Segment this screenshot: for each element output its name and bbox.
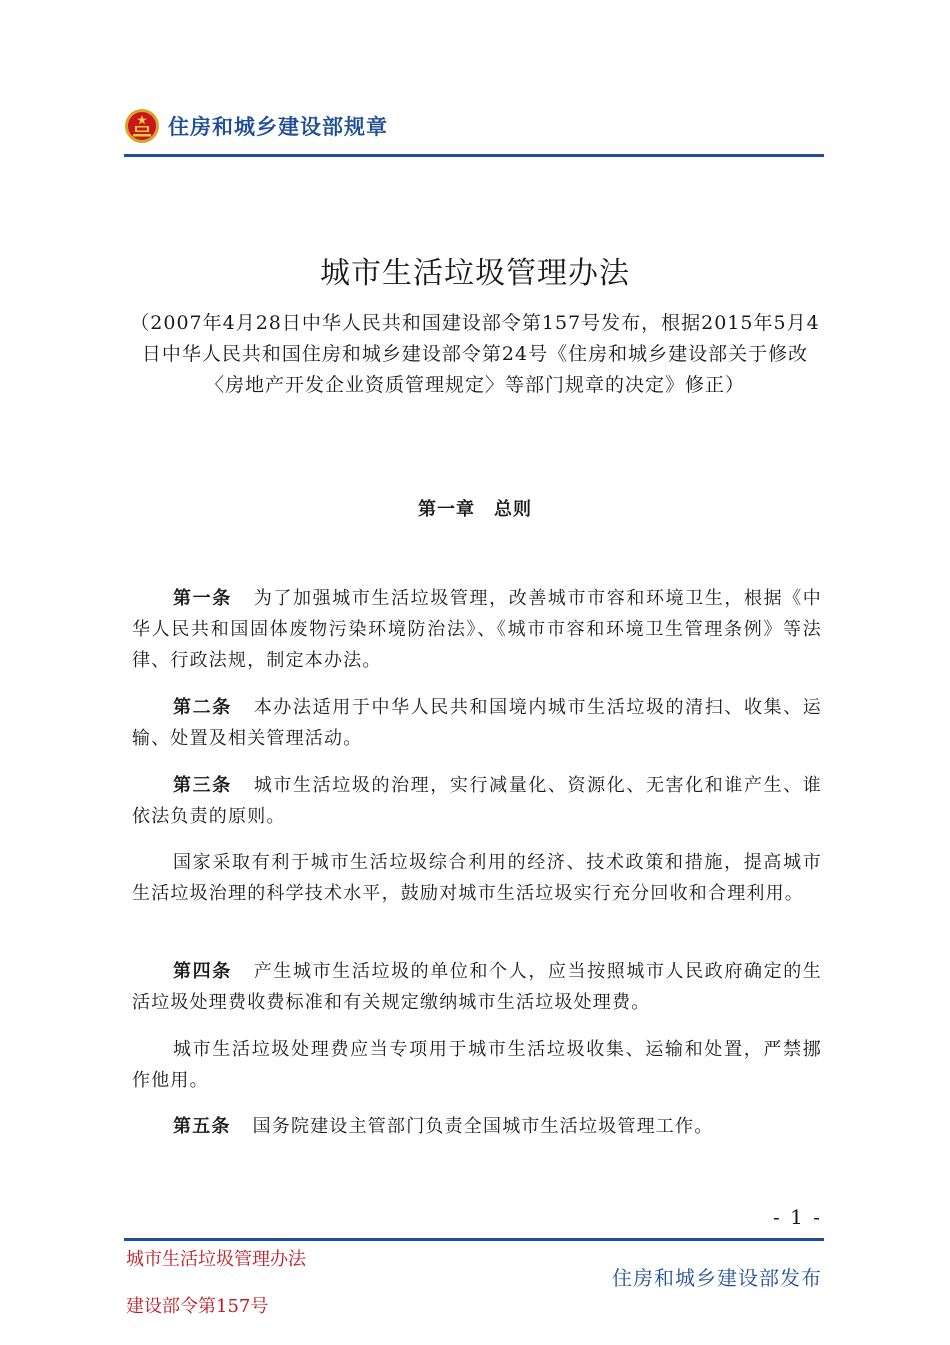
article-paragraph [132,583,822,676]
footer-divider [124,1238,824,1241]
article-paragraph [132,1034,822,1096]
article-paragraph [132,1111,822,1142]
page-header [124,104,824,148]
article-label: 第四条 [173,961,232,982]
page-number: - 1 - [773,1205,822,1229]
article-paragraph [132,956,822,1018]
article-text: 城市生活垃圾处理费应当专项用于城市生活垃圾收集、运输和处置，严禁挪作他用。 [132,1039,822,1091]
article-text: 本办法适用于中华人民共和国境内城市生活垃圾的清扫、收集、运输、处置及相关管理活动。 [132,697,822,749]
article-label: 第二条 [173,697,232,718]
article-label: 第五条 [173,1116,231,1137]
article-text: 国务院建设主管部门负责全国城市生活垃圾管理工作。 [252,1116,714,1137]
article-text: 国家采取有利于城市生活垃圾综合利用的经济、技术政策和措施，提高城市生活垃圾治理的科学技术水平，鼓励对城市生活垃圾实行充分回收和合理利用。 [132,852,822,904]
article-paragraph [132,847,822,909]
article-text: 为了加强城市生活垃圾管理，改善城市市容和环境卫生，根据《中华人民共和国固体废物污染环境防治法》、《城市市容和环境卫生管理条例》等法律、行政法规，制定本办法。 [132,588,822,671]
footer-publisher: 住房和城乡建设部发布 [612,1266,822,1290]
footer-order-number: 建设部令第157号 [126,1296,269,1317]
footer-document-name: 城市生活垃圾管理办法 [126,1249,306,1270]
chapter-heading: 第一章 总则 [418,499,532,520]
article-text: 城市生活垃圾的治理，实行减量化、资源化、无害化和谁产生、谁依法负责的原则。 [132,775,822,827]
header-title: 住房和城乡建设部规章 [168,115,388,139]
document-title: 城市生活垃圾管理办法 [320,256,630,291]
article-paragraph [132,692,822,754]
article-label: 第三条 [173,775,232,796]
article-label: 第一条 [173,588,232,609]
header-divider [124,154,824,157]
article-paragraph [132,770,822,832]
document-subtitle: （2007年4月28日中华人民共和国建设部令第157号发布，根据2015年5月4日中华人民共和国住房和城乡建设部令第24号《住房和城乡建设部关于修改〈房地产开发企业资质管理规定〉等部门规章的决定》修正） [130,312,820,396]
national-emblem-icon [124,108,160,144]
article-text: 产生城市生活垃圾的单位和个人，应当按照城市人民政府确定的生活垃圾处理费收费标准和有关规定缴纳城市生活垃圾处理费。 [132,961,822,1013]
